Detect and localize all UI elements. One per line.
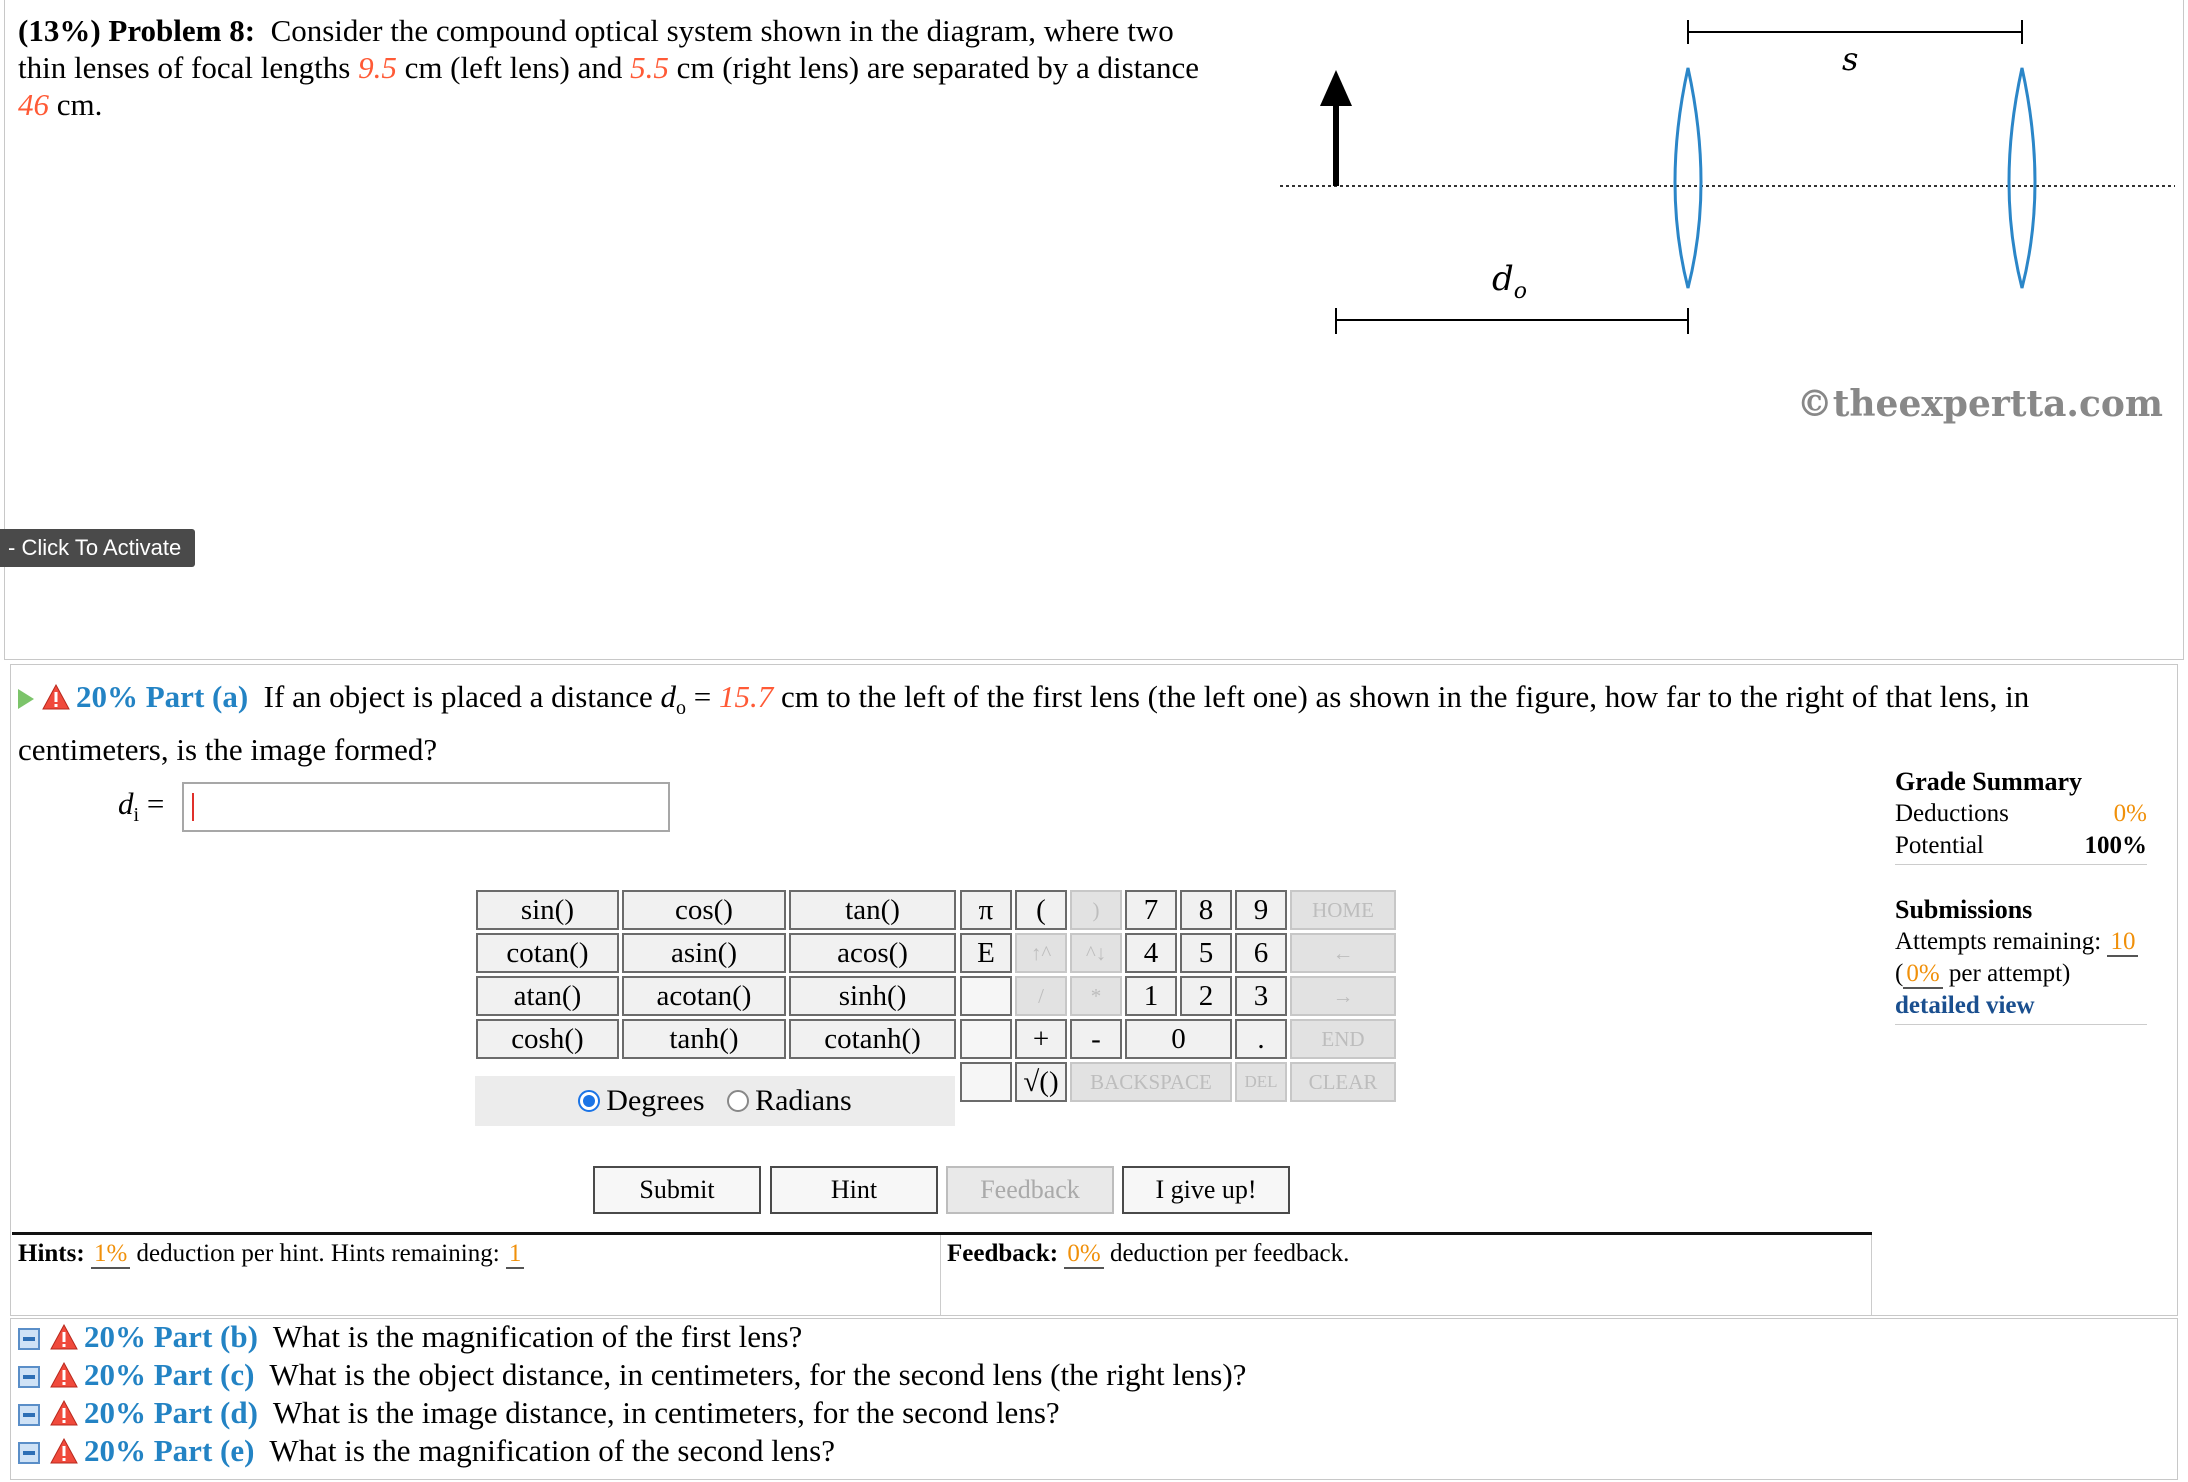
part-d-row[interactable] <box>18 1394 1246 1432</box>
key-right-arrow[interactable]: → <box>1290 976 1396 1016</box>
submit-button[interactable]: Submit <box>593 1166 761 1214</box>
key-down[interactable]: ^↓ <box>1070 933 1122 973</box>
radians-label: Radians <box>755 1084 852 1117</box>
key-dot[interactable]: . <box>1235 1019 1287 1059</box>
left-lens <box>1675 68 1701 288</box>
grade-summary-title: Grade Summary <box>1895 767 2083 796</box>
part-b-row[interactable] <box>18 1318 1246 1356</box>
key-7[interactable]: 7 <box>1125 890 1177 930</box>
key-lparen[interactable]: ( <box>1015 890 1067 930</box>
focal-length-1: 9.5 <box>358 50 397 85</box>
key-clear[interactable]: CLEAR <box>1290 1062 1396 1102</box>
key-left-arrow[interactable]: ← <box>1290 933 1396 973</box>
part-a-question <box>18 676 2158 771</box>
expand-icon[interactable] <box>18 1442 40 1464</box>
right-lens <box>2009 68 2035 288</box>
key-cos[interactable]: cos() <box>622 890 786 930</box>
potential-value: 100% <box>2084 832 2147 859</box>
feedback-button[interactable]: Feedback <box>946 1166 1114 1214</box>
problem-percent: (13%) <box>18 13 101 48</box>
key-backspace[interactable]: BACKSPACE <box>1070 1062 1232 1102</box>
key-9[interactable]: 9 <box>1235 890 1287 930</box>
key-sin[interactable]: sin() <box>476 890 619 930</box>
key-del[interactable]: DEL <box>1235 1062 1287 1102</box>
key-acos[interactable]: acos() <box>789 933 956 973</box>
feedback-info: Feedback: 0% deduction per feedback. <box>947 1240 1350 1267</box>
key-6[interactable]: 6 <box>1235 933 1287 973</box>
problem-text-4: cm (right lens) are separated by a distance <box>676 50 1200 85</box>
label-do: $d_o$ <box>1492 259 1528 304</box>
angle-mode <box>475 1076 955 1126</box>
hints-pct: 1% <box>91 1240 130 1269</box>
warning-icon <box>42 684 70 710</box>
part-e-header: 20% Part (e) <box>84 1433 255 1468</box>
key-plus[interactable]: + <box>1015 1019 1067 1059</box>
key-1[interactable]: 1 <box>1125 976 1177 1016</box>
key-star[interactable]: * <box>1070 976 1122 1016</box>
warning-icon <box>50 1400 78 1426</box>
key-blank-2 <box>960 1019 1012 1059</box>
attempts-value: 10 <box>2107 928 2138 957</box>
detailed-view-link[interactable]: detailed view <box>1895 992 2035 1019</box>
key-cotanh[interactable]: cotanh() <box>789 1019 956 1059</box>
part-a-header: 20% Part (a) <box>76 679 249 714</box>
hints-feedback-separator <box>940 1235 941 1315</box>
part-d-question: What is the image distance, in centimeters, for the second lens? <box>272 1395 1060 1430</box>
grade-summary <box>1895 766 2147 865</box>
object-arrow-head <box>1320 70 1352 106</box>
hints-remaining: 1 <box>506 1240 525 1269</box>
degrees-radio[interactable] <box>578 1090 600 1112</box>
hints-feedback-divider <box>12 1232 1872 1235</box>
key-tan[interactable]: tan() <box>789 890 956 930</box>
key-up[interactable]: ↑^ <box>1015 933 1067 973</box>
function-keypad <box>473 887 959 1062</box>
part-c-header: 20% Part (c) <box>84 1357 255 1392</box>
problem-label: Problem 8: <box>108 13 256 48</box>
answer-label: $d_i$ = <box>118 786 165 827</box>
key-rparen[interactable]: ) <box>1070 890 1122 930</box>
key-sinh[interactable]: sinh() <box>789 976 956 1016</box>
key-3[interactable]: 3 <box>1235 976 1287 1016</box>
key-atan[interactable]: atan() <box>476 976 619 1016</box>
key-cosh[interactable]: cosh() <box>476 1019 619 1059</box>
key-0[interactable]: 0 <box>1125 1019 1232 1059</box>
watermark: ©theexpertta.com <box>1796 383 2163 425</box>
expand-icon[interactable] <box>18 1404 40 1426</box>
do-dimension <box>1336 308 1688 334</box>
submissions: Submissions Attempts remaining: 10 ( 0% per attempt) detailed view <box>1895 894 2147 1025</box>
feedback-pct: 0% <box>1064 1240 1103 1269</box>
key-5[interactable]: 5 <box>1180 933 1232 973</box>
key-blank-3 <box>960 1062 1012 1102</box>
parts-list <box>18 1318 1246 1470</box>
deductions-value: 0% <box>2113 800 2147 827</box>
submissions-title: Submissions <box>1895 895 2033 924</box>
activate-label: - Click To Activate <box>8 535 182 560</box>
part-a-q2: cm to the left of the first lens (the left one) as shown in the figure, how far to the right of that lens, in <box>780 679 2030 714</box>
lens-separation: 46 <box>18 87 49 122</box>
hints-info: Hints: 1% deduction per hint. Hints remaining: 1 <box>18 1240 524 1268</box>
numeric-keypad <box>957 887 1399 1105</box>
part-a-q1: If an object is placed a distance <box>263 679 653 714</box>
problem-text-5: cm. <box>56 87 103 122</box>
key-2[interactable]: 2 <box>1180 976 1232 1016</box>
key-sqrt[interactable]: √() <box>1015 1062 1067 1102</box>
text-caret <box>192 793 194 821</box>
hints-feedback-right-edge <box>1871 1235 1872 1315</box>
part-c-row[interactable] <box>18 1356 1246 1394</box>
key-slash[interactable]: / <box>1015 976 1067 1016</box>
hint-button[interactable]: Hint <box>770 1166 938 1214</box>
problem-text-3: cm (left lens) and <box>404 50 623 85</box>
warning-icon <box>50 1438 78 1464</box>
answer-input[interactable] <box>182 782 670 832</box>
deductions-label: Deductions <box>1895 800 2009 827</box>
key-end[interactable]: END <box>1290 1019 1396 1059</box>
play-icon[interactable] <box>18 689 34 709</box>
degrees-label: Degrees <box>606 1084 705 1117</box>
part-a-value: 15.7 <box>718 679 774 714</box>
key-acotan[interactable]: acotan() <box>622 976 786 1016</box>
click-to-activate-button[interactable] <box>0 529 195 567</box>
do-variable: $d_o$ <box>660 679 686 720</box>
part-a-q3: centimeters, is the image formed? <box>18 732 438 768</box>
warning-icon <box>50 1362 78 1388</box>
give-up-button[interactable]: I give up! <box>1122 1166 1290 1214</box>
optics-diagram <box>1270 0 2180 440</box>
key-cotan[interactable]: cotan() <box>476 933 619 973</box>
part-c-question: What is the object distance, in centimeters, for the second lens (the right lens)? <box>269 1357 1247 1392</box>
problem-statement <box>18 12 1278 123</box>
key-blank-1 <box>960 976 1012 1016</box>
key-home[interactable]: HOME <box>1290 890 1396 930</box>
radians-radio[interactable] <box>727 1090 749 1112</box>
expand-icon[interactable] <box>18 1328 40 1350</box>
label-s: s <box>1842 40 1859 78</box>
part-d-header: 20% Part (d) <box>84 1395 258 1430</box>
key-8[interactable]: 8 <box>1180 890 1232 930</box>
part-e-question: What is the magnification of the second lens? <box>269 1433 835 1468</box>
part-e-row[interactable] <box>18 1432 1246 1470</box>
key-tanh[interactable]: tanh() <box>622 1019 786 1059</box>
potential-label: Potential <box>1895 832 1984 859</box>
key-4[interactable]: 4 <box>1125 933 1177 973</box>
key-pi[interactable]: π <box>960 890 1012 930</box>
expand-icon[interactable] <box>18 1366 40 1388</box>
part-a-eq: = <box>693 679 712 714</box>
focal-length-2: 5.5 <box>630 50 669 85</box>
problem-text-2: thin lenses of focal lengths <box>18 50 351 85</box>
attempts-label: Attempts remaining: <box>1895 928 2102 955</box>
key-asin[interactable]: asin() <box>622 933 786 973</box>
key-minus[interactable]: - <box>1070 1019 1122 1059</box>
part-b-question: What is the magnification of the first lens? <box>272 1319 803 1354</box>
per-attempt-value: 0% <box>1903 960 1942 989</box>
warning-icon <box>50 1324 78 1350</box>
part-b-header: 20% Part (b) <box>84 1319 258 1354</box>
problem-text-1: Consider the compound optical system shown in the diagram, where two <box>270 13 1174 48</box>
key-e[interactable]: E <box>960 933 1012 973</box>
